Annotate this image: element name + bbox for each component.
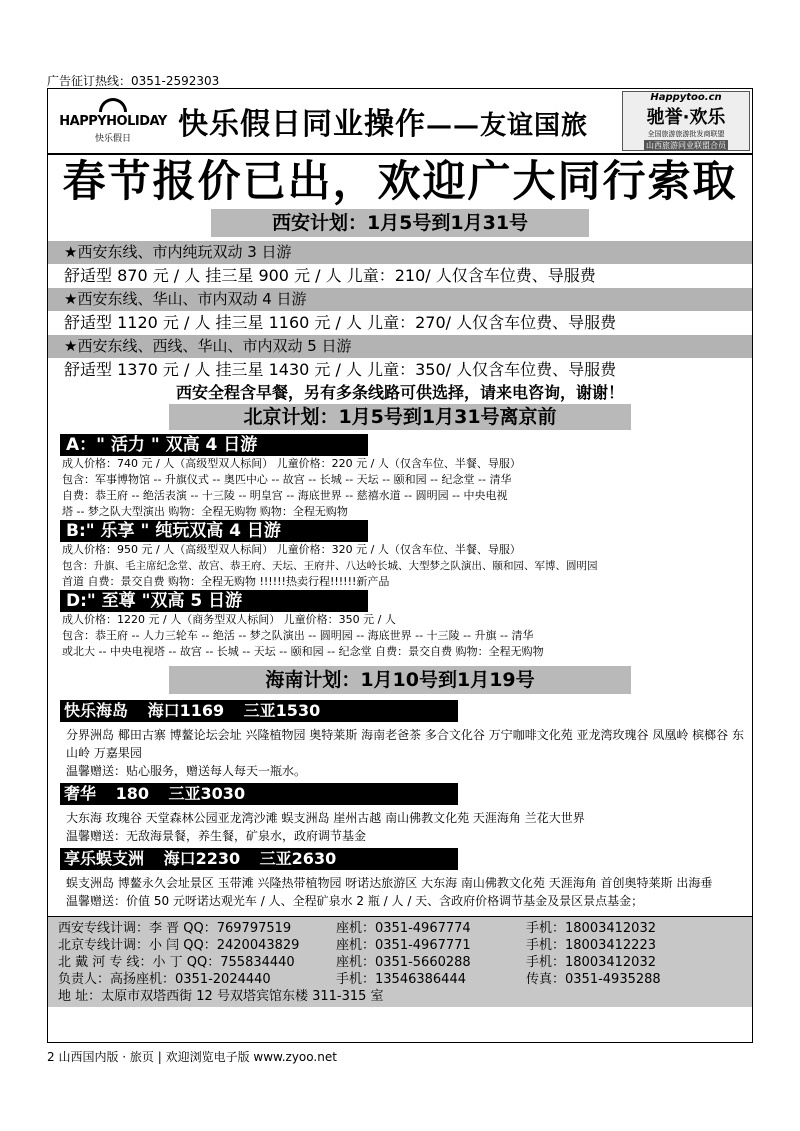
xian-line: 舒适型 1370 元 / 人 挂三星 1430 元 / 人 儿童：350/ 人仅含车位费、导服费 <box>64 360 617 379</box>
alliance-url: Happytoo.cn <box>650 91 722 103</box>
beijing-tour-a-title: A：" 活力 " 双高 4 日游 <box>60 434 368 456</box>
xian-plan-title: 西安计划：1月5号到1月31号 <box>211 209 589 237</box>
sun-icon <box>99 98 127 112</box>
contact-mobile: 手机：18003412032 <box>526 955 656 970</box>
tour-detail-line: 包含：恭王府 -- 人力三轮车 -- 绝活 -- 梦之队演出 -- 圆明园 -- 海底世界 -- 十三陵 -- 升旗 -- 清华 <box>62 629 534 642</box>
contact-phone: 座机：0351-4967774 <box>336 921 471 936</box>
contact-person: 西安专线计调：李 晋 QQ：769797519 <box>58 921 292 936</box>
contact-row <box>58 920 752 937</box>
alliance-name: 驰誉·欢乐 <box>646 106 726 128</box>
beijing-tour-b-title: B:" 乐享 " 纯玩双高 4 日游 <box>60 520 368 542</box>
xian-line: 舒适型 1120 元 / 人 挂三星 1160 元 / 人 儿童：270/ 人仅含车位费、导服费 <box>64 313 617 332</box>
hainan-tour-title: 奢华 180 三亚3030 <box>60 783 458 805</box>
tour-detail-line: 蜈支洲岛 博鳌永久会址景区 玉带滩 兴隆热带植物园 呀诺达旅游区 大东海 南山佛教文化苑 天涯海角 首创奥特莱斯 出海垂 <box>66 876 713 890</box>
xian-line: 舒适型 870 元 / 人 挂三星 900 元 / 人 儿童：210/ 人仅含车位费、导服费 <box>64 266 596 285</box>
alliance-logo <box>622 91 750 151</box>
beijing-tour-d-title: D:" 至尊 "双高 5 日游 <box>60 590 368 612</box>
contact-row <box>58 954 752 971</box>
xian-section <box>48 241 752 382</box>
beijing-section <box>48 434 752 660</box>
header-title-main: 快乐假日同业操作 <box>178 107 426 142</box>
hainan-tour-title: 享乐蜈支洲 海口2230 三亚2630 <box>60 848 458 870</box>
tour-detail-line: 包含：升旗、毛主席纪念堂、故宫、恭王府、天坛、王府井、八达岭长城、大型梦之队演出、颐和园、军博、圆明园 <box>62 560 598 572</box>
xian-notice: 西安全程含早餐，另有多条线路可供选择，请来电咨询，谢谢！ <box>175 383 624 402</box>
alliance-sub2: 山西旅游同业联盟合员 <box>646 140 726 150</box>
hainan-section <box>48 700 752 910</box>
ad-header <box>48 89 752 155</box>
contact-row <box>58 937 752 954</box>
contact-person: 负责人：高扬座机：0351-2024440 <box>58 972 271 987</box>
contact-row <box>58 971 752 988</box>
logo-chinese: 快乐假日 <box>94 134 131 144</box>
tour-detail-line: 首道 自费：景交自费 购物：全程无购物 !!!!!!热卖行程!!!!!!新产品 <box>62 575 390 588</box>
tour-detail-line: 温馨赠送：价值 50 元呀诺达观光车 / 人、全程矿泉水 2 瓶 / 人 / 天、含政府价格调节基金及景区景点基金； <box>66 894 644 908</box>
contact-phone: 座机：0351-5660288 <box>336 955 471 970</box>
tour-detail-line: 大东海 玫瑰谷 天堂森林公园亚龙湾沙滩 蜈支洲岛 崖州古越 南山佛教文化苑 天涯海角 兰花大世界 <box>66 811 585 825</box>
contact-person: 北京专线计调：小 闫 QQ：2420043829 <box>58 938 300 953</box>
contact-phone: 座机：0351-4967771 <box>336 938 471 953</box>
headline: 春节报价已出，欢迎广大同行索取 <box>62 157 738 207</box>
page-footer: 2 山西国内版 · 旅页 | 欢迎浏览电子版 www.zyoo.net <box>47 1050 337 1064</box>
tour-detail-line: 自费：恭王府 -- 绝活表演 -- 十三陵 -- 明皇宫 -- 海底世界 -- 慈禧水道 -- 圆明园 -- 中央电视 <box>62 489 508 502</box>
contact-fax: 传真：0351-4935288 <box>526 972 661 987</box>
xian-line: ★西安东线、市内纯玩双动 3 日游 <box>48 241 752 264</box>
alliance-sub1: 全国旅游旅游批发商联盟 <box>647 129 725 138</box>
contact-mobile: 手机：13546386444 <box>336 972 466 987</box>
tour-detail-line: 塔 -- 梦之队大型演出 购物：全程无购物 购物：全程无购物 <box>62 505 348 518</box>
contact-mobile: 手机：18003412223 <box>526 938 656 953</box>
logo-english: HAPPYHOLIDAY <box>59 114 167 129</box>
contact-person: 北 戴 河 专 线：小 丁 QQ：755834440 <box>58 955 295 970</box>
beijing-plan-title: 北京计划：1月5号到1月31号离京前 <box>169 404 631 430</box>
header-title <box>178 99 622 143</box>
tour-detail-line: 包含：军事博物馆 -- 升旗仪式 -- 奥匹中心 -- 故宫 -- 长城 -- 天坛 -- 颐和园 -- 纪念堂 -- 清华 <box>62 473 512 486</box>
tour-detail-line: 成人价格：1220 元 / 人（商务型双人标间） 儿童价格：350 元 / 人 <box>62 613 396 626</box>
tour-detail-line: 温馨赠送：贴心服务，赠送每人每天一瓶水。 <box>66 764 307 778</box>
tour-detail-line: 成人价格：950 元 / 人（高级型双人标间） 儿童价格：320 元 / 人（仅含车位、半餐、导服） <box>62 543 521 556</box>
happy-holiday-logo <box>48 90 178 152</box>
header-title-sub: ——友谊国旅 <box>426 111 589 141</box>
xian-line: ★西安东线、华山、市内双动 4 日游 <box>48 288 752 311</box>
tour-detail-line: 温馨赠送：无敌海景餐，养生餐，矿泉水，政府调节基金 <box>66 829 367 843</box>
tour-detail-line: 成人价格：740 元 / 人（高级型双人标间） 儿童价格：220 元 / 人（仅含车位、半餐、导服） <box>62 457 521 470</box>
contact-mobile: 手机：18003412032 <box>526 921 656 936</box>
contact-address: 地 址：太原市双塔西街 12 号双塔宾馆东楼 311-315 室 <box>58 989 384 1004</box>
tour-detail-line: 分界洲岛 椰田古寨 博鳌论坛会址 兴隆植物园 奥特莱斯 海南老爸茶 多合文化谷 万宁咖啡文化苑 亚龙湾玫瑰谷 凤凰岭 槟榔谷 东山岭 万嘉果园 <box>66 728 744 760</box>
ad-frame <box>47 88 753 1043</box>
hainan-tour-title: 快乐海岛 海口1169 三亚1530 <box>60 700 458 722</box>
ad-hotline: 广告征订热线：0351-2592303 <box>47 74 220 88</box>
xian-line: ★西安东线、西线、华山、市内双动 5 日游 <box>48 335 752 358</box>
tour-detail-line: 或北大 -- 中央电视塔 -- 故宫 -- 长城 -- 天坛 -- 颐和园 -- 纪念堂 自费：景交自费 购物：全程无购物 <box>62 645 544 658</box>
hainan-plan-title: 海南计划：1月10号到1月19号 <box>169 666 631 694</box>
contact-block <box>48 916 752 1007</box>
